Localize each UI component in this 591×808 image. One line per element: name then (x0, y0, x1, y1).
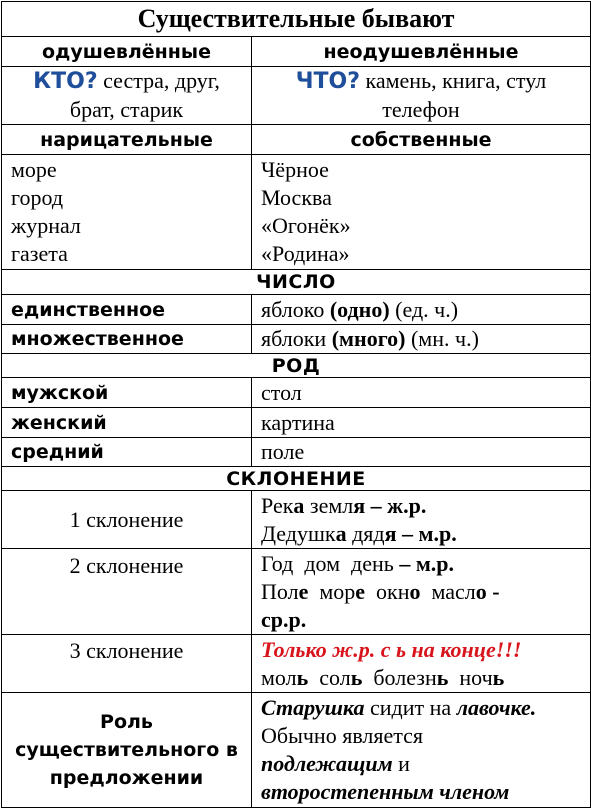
text-run: второстепенным членом (261, 779, 510, 804)
proper-nouns-list (252, 155, 591, 270)
text-run: Дедушк (261, 520, 336, 546)
text-run: сол (308, 664, 351, 690)
text-run: масл (420, 578, 476, 604)
declension-2-examples (252, 549, 591, 635)
plural-example (252, 325, 591, 354)
feminine-label: женский (2, 408, 252, 438)
text-run: – м.р. (399, 550, 455, 576)
inanimate-examples-text-1: камень, книга, стул (360, 68, 547, 93)
text-run: и (392, 751, 410, 776)
plural-example-word: яблоки (261, 326, 332, 351)
declension-2-line-3 (261, 606, 590, 634)
text-run: Старушка (261, 695, 365, 720)
sentence-role-examples (252, 693, 591, 808)
declension-3-examples (252, 635, 591, 693)
sentence-role-label-line: существительного в (15, 739, 238, 761)
feminine-example: картина (252, 408, 591, 438)
sentence-role-line-1 (261, 694, 590, 722)
common-nouns-header: нарицательные (2, 125, 252, 155)
singular-example-abbr: (ед. ч.) (389, 296, 459, 322)
declension-3-label: 3 склонение (2, 635, 252, 693)
text-run: окн (365, 578, 410, 604)
proper-noun-item: «Огонёк» (261, 213, 351, 238)
nouns-reference-table (1, 1, 591, 808)
inanimate-examples-line-2: телефон (382, 97, 460, 122)
masculine-example: стол (252, 378, 591, 408)
common-noun-item: море (11, 157, 57, 182)
declension-section-header: СКЛОНЕНИЕ (2, 467, 591, 491)
declension-1-examples (252, 491, 591, 549)
text-run: о (409, 578, 421, 604)
text-run: ь (350, 664, 363, 690)
text-run: ь (436, 664, 449, 690)
declension-1-line-1 (261, 492, 590, 520)
text-run: мор (308, 578, 356, 604)
sentence-role-label-line: предложении (49, 767, 204, 789)
masculine-label: мужской (2, 378, 252, 408)
text-run: лавочке. (456, 695, 537, 720)
declension-3-rule: Только ж.р. с ь на конце!!! (261, 636, 522, 662)
sentence-role-label (2, 693, 252, 808)
sentence-role-line-3 (261, 750, 590, 778)
animate-examples-line-1 (2, 67, 251, 96)
text-run: земл (304, 492, 354, 518)
inanimate-question: ЧТО? (295, 69, 360, 94)
declension-2-line-2 (261, 578, 590, 606)
sentence-role-label-line: Роль (100, 711, 153, 733)
common-noun-item: газета (11, 241, 68, 266)
proper-noun-item: Москва (261, 185, 332, 210)
number-section-header: ЧИСЛО (2, 270, 591, 295)
inanimate-header: неодушевлённые (252, 37, 591, 67)
text-run: ноч (448, 664, 493, 690)
neuter-label: средний (2, 438, 252, 467)
text-run: Рек (261, 492, 294, 518)
text-run: а (335, 520, 347, 546)
text-run: Пол (261, 578, 299, 604)
singular-example (252, 295, 591, 325)
singular-example-word: яблоко (261, 296, 330, 322)
table-title: Существительные бывают (2, 2, 591, 37)
singular-label: единственное (2, 295, 252, 325)
animate-examples-cell (2, 67, 252, 125)
proper-nouns-header: собственные (252, 125, 591, 155)
common-noun-item: город (11, 185, 64, 210)
common-nouns-list (2, 155, 252, 270)
text-run: я – ж.р. (353, 492, 427, 518)
gender-section-header: РОД (2, 354, 591, 378)
text-run: ь (492, 664, 505, 690)
text-run: а (293, 492, 305, 518)
animate-question: КТО? (33, 69, 98, 94)
declension-1-label: 1 склонение (2, 491, 252, 549)
declension-2-line-1 (261, 550, 590, 578)
proper-noun-item: Чёрное (261, 157, 329, 182)
plural-example-abbr: (мн. ч.) (405, 326, 479, 351)
text-run: е (355, 578, 366, 604)
text-run: сидит на (364, 695, 457, 720)
text-run: Год дом день (261, 550, 400, 576)
text-run: о - (475, 578, 500, 604)
text-run: ср.р. (261, 606, 307, 632)
animate-examples-line-2: брат, старик (69, 97, 184, 122)
declension-3-line-2 (261, 664, 590, 692)
sentence-role-line-2: Обычно является (261, 723, 424, 748)
proper-noun-item: «Родина» (261, 241, 350, 266)
plural-example-emphasis: (много) (331, 326, 406, 351)
neuter-example: поле (252, 438, 591, 467)
text-run: болезн (362, 664, 437, 690)
declension-1-line-2 (261, 520, 590, 548)
animate-examples-text-1: сестра, друг, (97, 68, 220, 93)
text-run: е (298, 578, 309, 604)
declension-2-label: 2 склонение (2, 549, 252, 635)
text-run: я – м.р. (384, 520, 457, 546)
singular-example-emphasis: (одно) (329, 296, 390, 322)
text-run: мол (261, 664, 297, 690)
text-run: дяд (346, 520, 385, 546)
inanimate-examples-line-1 (252, 67, 590, 96)
inanimate-examples-cell (252, 67, 591, 125)
text-run: подлежащим (261, 751, 393, 776)
text-run: ь (296, 664, 309, 690)
plural-label: множественное (2, 325, 252, 354)
common-noun-item: журнал (11, 213, 81, 238)
animate-header: одушевлённые (2, 37, 252, 67)
